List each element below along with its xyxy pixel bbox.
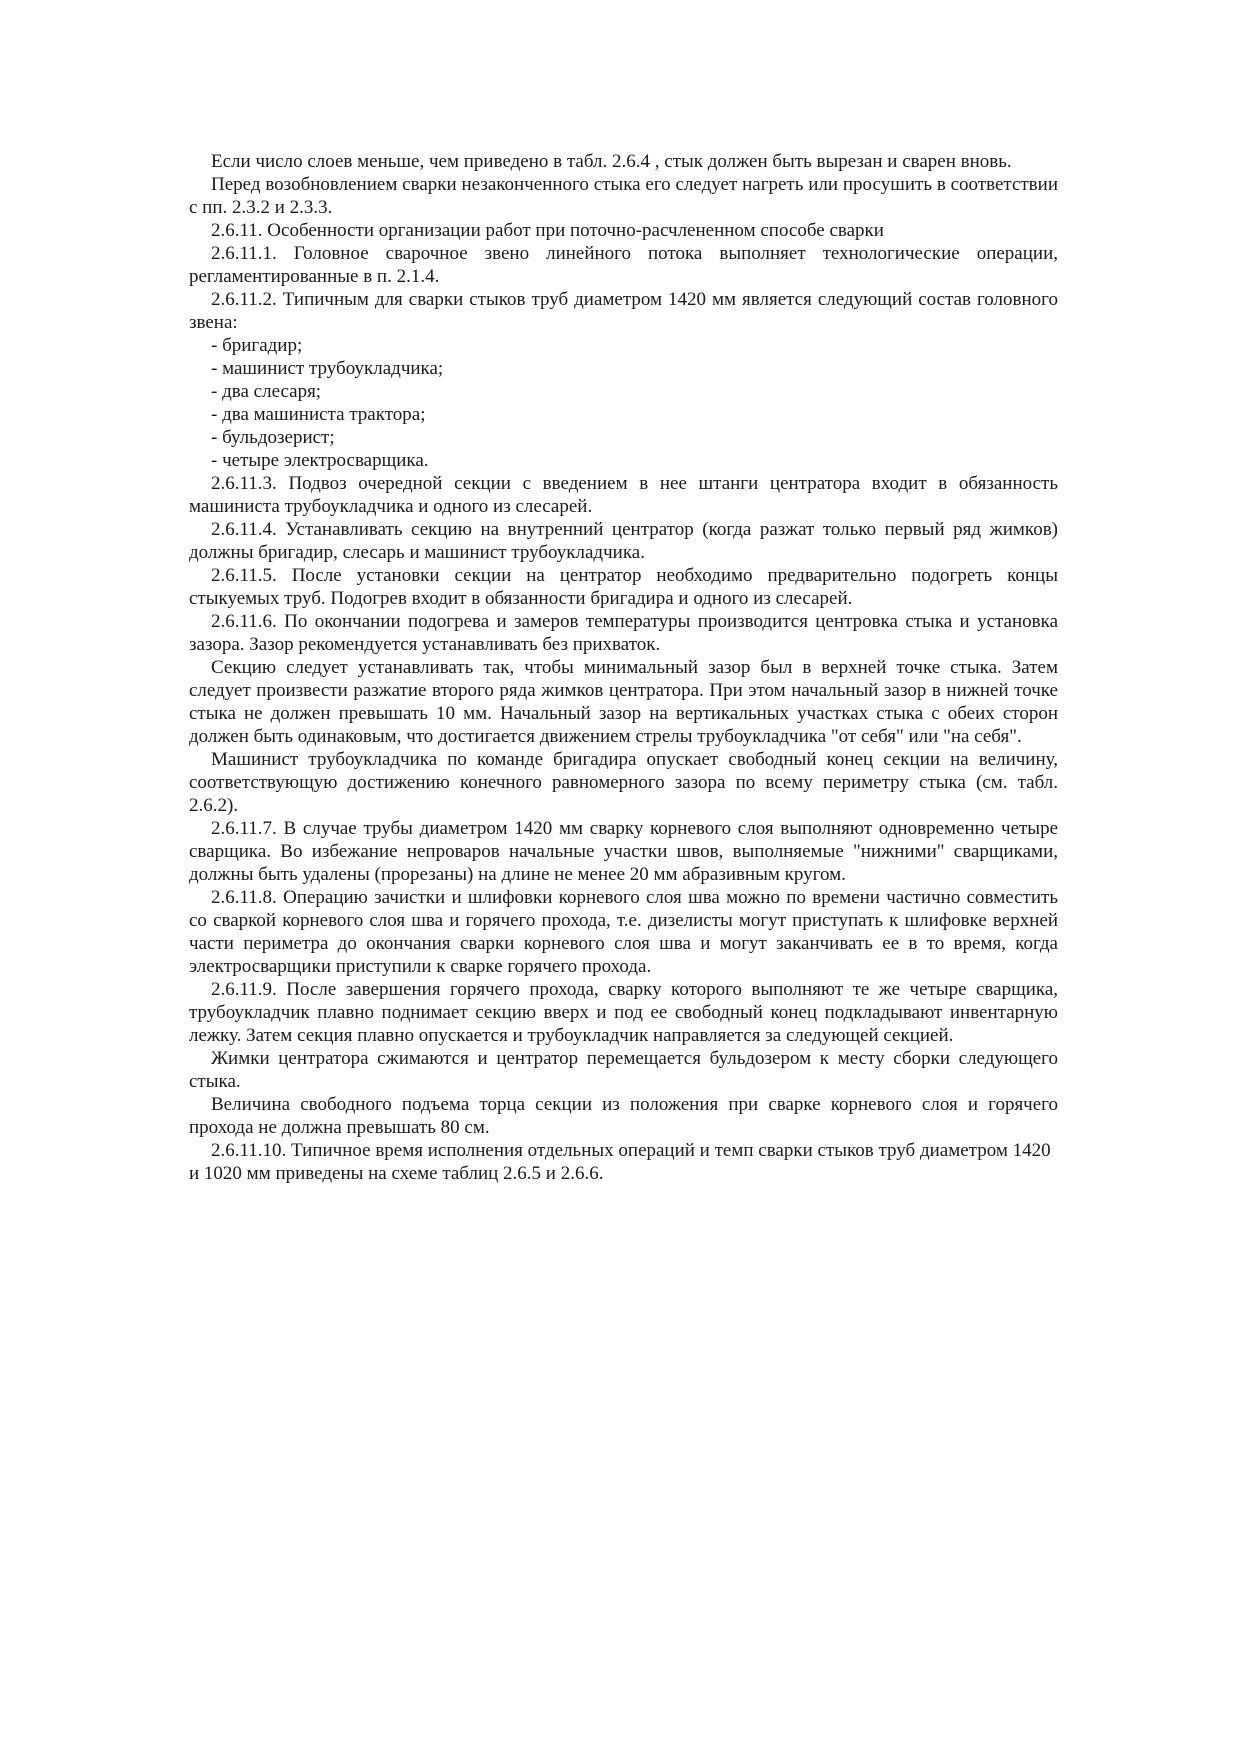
paragraph: Жимки центратора сжимаются и центратор перемещается бульдозером к месту сборки следующего стыка. [189, 1048, 1058, 1092]
paragraph: 2.6.11.9. После завершения горячего прохода, сварку которого выполняют те же четыре сварщика, трубоукладчик плавно поднимает секцию вверх и под ее свободный конец подкладывают инвентарную лежку. Затем секция плавно опускается и трубоукладчик направляется за следующей секцией. [189, 979, 1058, 1046]
list-item: - бригадир; [211, 335, 303, 356]
paragraph: Машинист трубоукладчика по команде бригадира опускает свободный конец секции на величину, соответствующую достижению конечного равномерного зазора по всему периметру стыка (см. табл. 2.6.2). [189, 749, 1058, 816]
list-item: - два машиниста трактора; [211, 404, 426, 425]
list-item: - два слесаря; [211, 381, 322, 402]
list-item: - бульдозерист; [211, 427, 335, 448]
paragraph: 2.6.11. Особенности организации работ при поточно-расчлененном способе сварки [211, 220, 884, 241]
paragraph: 2.6.11.10. Типичное время исполнения отдельных операций и темп сварки стыков труб диаметром 1420 и 1020 мм приведены на схеме таблиц 2.6.5 и 2.6.6. [189, 1140, 1051, 1184]
paragraph: 2.6.11.1. Головное сварочное звено линейного потока выполняет технологические операции, регламентированные в п. 2.1.4. [189, 243, 1058, 287]
document-body [189, 150, 1058, 1185]
paragraph: 2.6.11.4. Устанавливать секцию на внутренний центратор (когда разжат только первый ряд жимков) должны бригадир, слесарь и машинист трубоукладчика. [189, 519, 1058, 563]
paragraph: Величина свободного подъема торца секции из положения при сварке корневого слоя и горячего прохода не должна превышать 80 см. [189, 1094, 1058, 1138]
list-item: - машинист трубоукладчика; [211, 358, 444, 379]
paragraph: 2.6.11.8. Операцию зачистки и шлифовки корневого слоя шва можно по времени частично совместить со сваркой корневого слоя шва и горячего прохода, т.е. дизелисты могут приступать к шлифовке верхней части периметра до окончания сварки корневого слоя шва и могут заканчивать ее в то время, когда электросварщики приступили к сварке горячего прохода. [189, 887, 1058, 977]
paragraph: Перед возобновлением сварки незаконченного стыка его следует нагреть или просушить в соответствии с пп. 2.3.2 и 2.3.3. [189, 174, 1058, 218]
paragraph: Секцию следует устанавливать так, чтобы минимальный зазор был в верхней точке стыка. Затем следует произвести разжатие второго ряда жимков центратора. При этом начальный зазор в нижней точке стыка не должен превышать 10 мм. Начальный зазор на вертикальных участках стыка с обеих сторон должен быть одинаковым, что достигается движением стрелы трубоукладчика "от себя" или "на себя". [189, 657, 1058, 747]
paragraph: 2.6.11.2. Типичным для сварки стыков труб диаметром 1420 мм является следующий состав головного звена: [189, 289, 1058, 333]
paragraph: 2.6.11.5. После установки секции на центратор необходимо предварительно подогреть концы стыкуемых труб. Подогрев входит в обязанности бригадира и одного из слесарей. [189, 565, 1058, 609]
paragraph: Если число слоев меньше, чем приведено в табл. 2.6.4 , стык должен быть вырезан и сварен вновь. [211, 151, 1012, 172]
paragraph: 2.6.11.6. По окончании подогрева и замеров температуры производится центровка стыка и установка зазора. Зазор рекомендуется устанавливать без прихваток. [189, 611, 1058, 655]
paragraph: 2.6.11.3. Подвоз очередной секции с введением в нее штанги центратора входит в обязанность машиниста трубоукладчика и одного из слесарей. [189, 473, 1058, 517]
paragraph: 2.6.11.7. В случае трубы диаметром 1420 мм сварку корневого слоя выполняют одновременно четыре сварщика. Во избежание непроваров начальные участки швов, выполняемые "нижними" сварщиками, должны быть удалены (прорезаны) на длине не менее 20 мм абразивным кругом. [189, 818, 1058, 885]
list-item: - четыре электросварщика. [211, 450, 429, 471]
